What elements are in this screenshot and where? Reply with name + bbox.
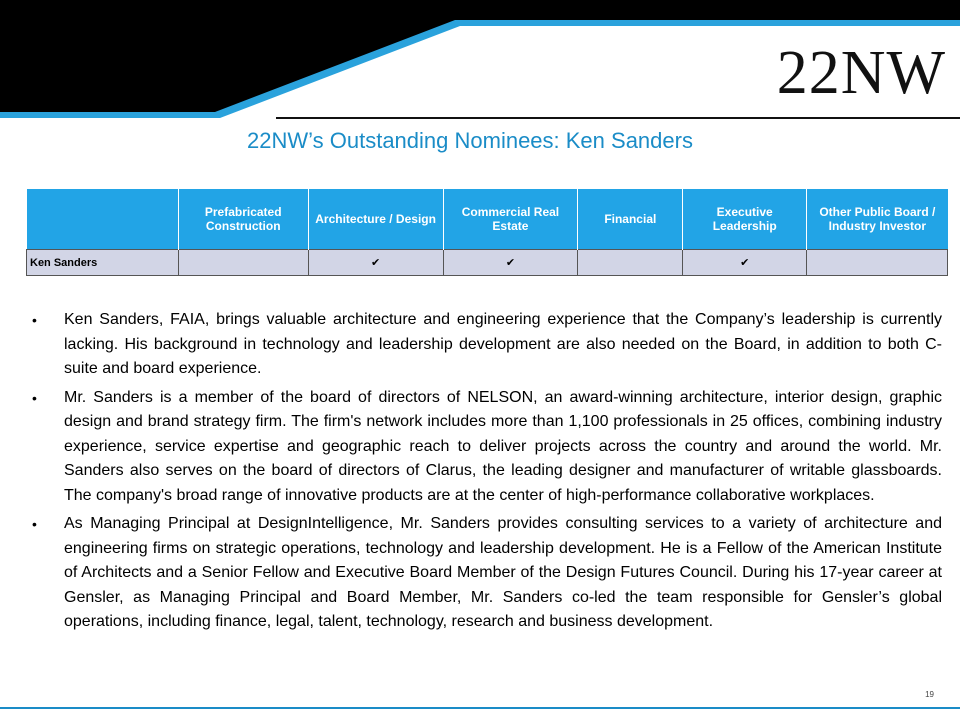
slide-title: 22NW’s Outstanding Nominees: Ken Sanders (247, 128, 693, 153)
bullet-icon: • (32, 312, 37, 328)
header-commercial-real-estate: Commercial Real Estate (443, 189, 578, 250)
header-financial: Financial (578, 189, 683, 250)
list-item (32, 512, 942, 635)
list-item (32, 386, 942, 509)
header-executive-leadership: Executive Leadership (683, 189, 807, 250)
cell-financial (578, 250, 683, 276)
matrix-header-row (27, 189, 948, 250)
header-prefabricated-construction: Prefabricated Construction (178, 189, 308, 250)
logo-underline (276, 117, 960, 119)
cell-prefabricated-construction (178, 250, 308, 276)
header-other-public-board: Other Public Board / Industry Investor (807, 189, 948, 250)
header-blank (27, 189, 179, 250)
bullet-icon: • (32, 389, 37, 406)
company-logo: 22NW (776, 39, 946, 107)
bullet-text: Ken Sanders, FAIA, brings valuable architecture and engineering experience that the Company’s leadership is currently lacking. His background in technology and leadership development are also needed on the Board, in addition to both C-suite and board experience. (64, 311, 942, 377)
cell-other-public-board (807, 250, 948, 276)
footer-divider (0, 707, 960, 709)
nominee-name-cell: Ken Sanders (27, 250, 179, 276)
list-item (32, 308, 942, 382)
table-row (27, 250, 948, 276)
header-architecture-design: Architecture / Design (308, 189, 443, 250)
bullet-text: Mr. Sanders is a member of the board of directors of NELSON, an award-winning architecture, interior design, graphic design and brand strategy firm. The firm's network includes more than 1,100 professionals in 25 offices, combining industry experience, service expertise and geographic reach to deliver projects across the country and around the world. Mr. Sanders also serves on the board of directors of Clarus, the leading designer and manufacturer of writable glassboards. The company's broad range of innovative products are at the center of high-performance collaborative workplaces. (64, 388, 942, 504)
bio-bullet-list (32, 308, 942, 639)
bullet-icon: • (32, 516, 37, 532)
check-commercial-real-estate: ✔ (443, 250, 578, 276)
check-architecture-design: ✔ (308, 250, 443, 276)
experience-matrix (26, 189, 948, 276)
page-number: 19 (925, 690, 934, 699)
bullet-text: As Managing Principal at DesignIntelligence, Mr. Sanders provides consulting services to a variety of architecture and engineering firms on strategic operations, technology and leadership development. He is a Fellow of the American Institute of Architects and a Senior Fellow and Executive Board Member of the Design Futures Council. During his 17-year career at Gensler, as Managing Principal and Board Member, Mr. Sanders co-led the team responsible for Gensler’s global operations, including finance, legal, talent, technology, research and business development. (64, 515, 942, 630)
check-executive-leadership: ✔ (683, 250, 807, 276)
